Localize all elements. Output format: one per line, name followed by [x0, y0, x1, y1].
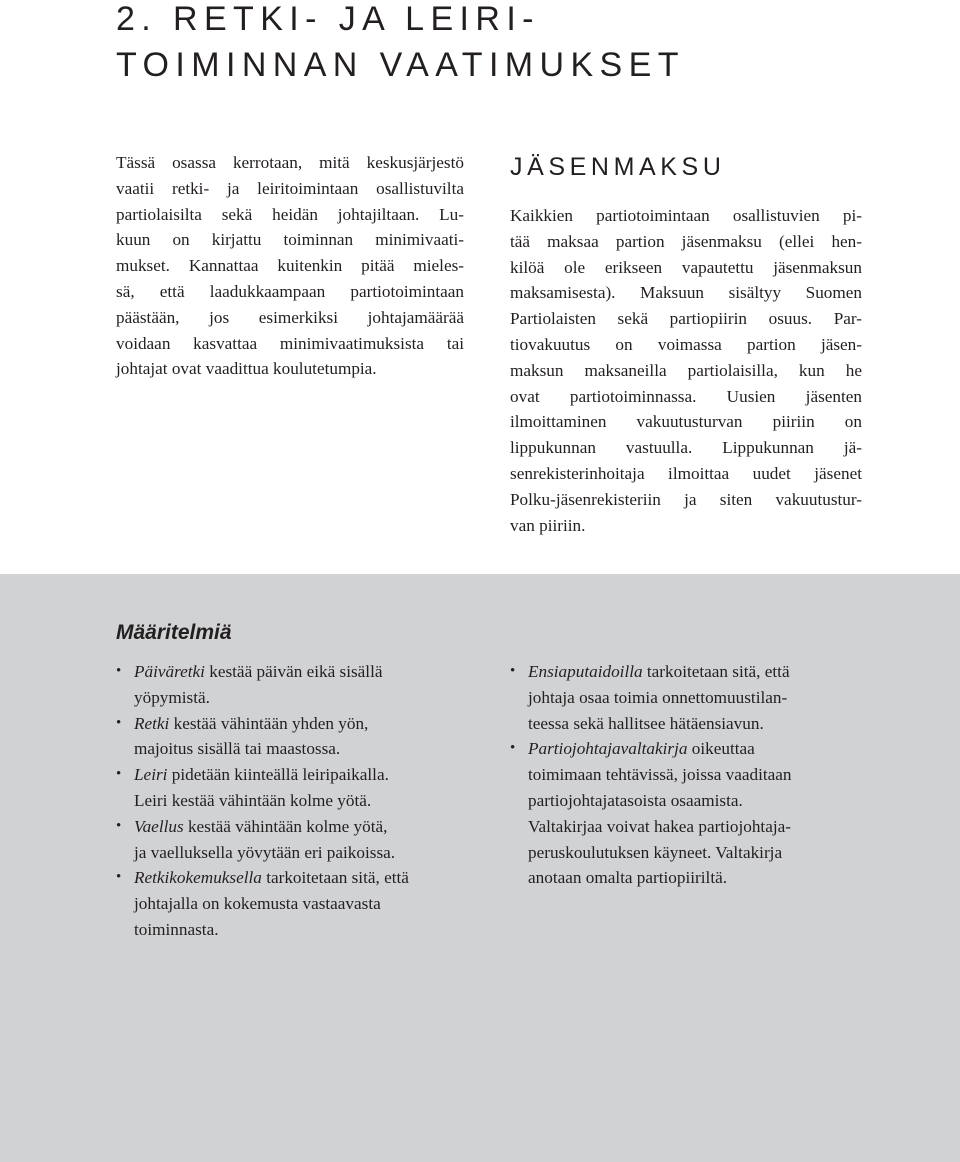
bullet-icon: •: [116, 766, 122, 783]
definition-line: majoitus sisällä tai maastossa.: [134, 739, 341, 759]
definition-text: kestää vähintään kolme yötä,: [183, 816, 388, 836]
definition-line: Valtakirjaa voivat hakea partiojohtaja-: [528, 816, 791, 836]
definition-line: ja vaelluksella yövytään eri paikoissa.: [134, 842, 396, 862]
bullet-icon: •: [116, 817, 122, 834]
intro-line: mukset. Kannattaa kuitenkin pitää mieles-: [116, 256, 464, 276]
page-heading-line-1: 2. RETKI- JA LEIRI-: [116, 0, 540, 38]
definition-text: kestää päivän eikä sisällä: [204, 662, 383, 681]
definition-line: anotaan omalta partiopiiriltä.: [528, 868, 728, 888]
definition-item: [116, 762, 476, 814]
definitions-list-right: [510, 659, 870, 891]
intro-paragraph: [116, 150, 464, 382]
definition-item: [116, 814, 476, 866]
definitions-title: Määritelmiä: [116, 621, 232, 644]
definition-term: Ensiaputaidoilla: [528, 662, 643, 681]
membership-line: tää maksaa partion jäsenmaksu (ellei hen-: [510, 231, 862, 251]
intro-line: johtajat ovat vaadittua koulutetumpia.: [116, 359, 377, 379]
page-heading-line-2: TOIMINNAN VAATIMUKSET: [116, 46, 685, 84]
definition-item: [510, 659, 870, 736]
definition-line: peruskoulutuksen käyneet. Valtakirja: [528, 842, 783, 862]
intro-line: kuun on kirjattu toiminnan minimivaati-: [116, 230, 464, 250]
membership-line: van piiriin.: [510, 515, 586, 535]
definition-item: [116, 865, 476, 942]
definition-line: [134, 814, 476, 840]
definition-item: [510, 736, 870, 891]
definition-term: Retki: [134, 713, 170, 733]
definition-line: [528, 659, 870, 685]
membership-line: ilmoittaminen vakuutusturvan piiriin on: [510, 412, 862, 432]
definition-item: [116, 659, 476, 711]
membership-line: tiovakuutus on voimassa partion jäsen-: [510, 334, 862, 354]
membership-line: maksun maksaneilla partiolaisilla, kun he: [510, 360, 862, 380]
definition-term: Retkikokemuksella: [134, 868, 262, 888]
intro-line: partiolaisilta sekä heidän johtajiltaan. Lu-: [116, 204, 464, 224]
intro-line: Tässä osassa kerrotaan, mitä keskusjärjestö: [116, 153, 464, 172]
definition-line: [134, 711, 476, 737]
definition-text: pidetään kiinteällä leiripaikalla.: [167, 765, 389, 785]
membership-line: maksamisesta). Maksuun sisältyy Suomen: [510, 283, 862, 303]
definition-term: Päiväretki: [134, 662, 205, 681]
definition-line: partiojohtajatasoista osaamista.: [528, 790, 743, 810]
definition-line: johtaja osaa toimia onnettomuustilan-: [528, 687, 788, 707]
definition-line: Leiri kestää vähintään kolme yötä.: [134, 790, 372, 810]
definition-term: Vaellus: [134, 816, 184, 836]
intro-line: päästään, jos esimerkiksi johtajamäärää: [116, 307, 464, 327]
bullet-icon: •: [116, 869, 122, 886]
membership-line: ovat partiotoiminnassa. Uusien jäsenten: [510, 386, 862, 406]
definition-text: tarkoitetaan sitä, että: [642, 662, 790, 681]
bullet-icon: •: [116, 663, 122, 679]
bullet-icon: •: [116, 714, 122, 731]
membership-paragraph: [510, 203, 862, 538]
membership-line: kilöä ole erikseen vapautettu jäsenmaksun: [510, 257, 862, 277]
definition-line: johtajalla on kokemusta vastaavasta: [134, 894, 381, 914]
membership-line: Partiolaisten sekä partiopiirin osuus. Par-: [510, 309, 862, 329]
intro-line: voidaan kasvattaa minimivaatimuksista tai: [116, 333, 464, 353]
definition-line: toiminnasta.: [134, 919, 219, 939]
definition-item: [116, 711, 476, 763]
definition-term: Leiri: [134, 765, 168, 785]
definition-term: Partiojohtajavaltakirja: [528, 739, 688, 759]
definition-text: kestää vähintään yhden yön,: [169, 713, 369, 733]
membership-line: Kaikkien partiotoimintaan osallistuvien pi-: [510, 206, 862, 225]
definition-line: [528, 736, 870, 762]
membership-line: senrekisterinhoitaja ilmoittaa uudet jäsenet: [510, 463, 862, 483]
definition-text: oikeuttaa: [687, 739, 755, 759]
definition-line: toimimaan tehtävissä, joissa vaaditaan: [528, 765, 792, 785]
definition-line: [134, 865, 476, 891]
intro-line: sä, että laadukkaampaan partiotoimintaan: [116, 281, 464, 301]
membership-line: Polku-jäsenrekisteriin ja siten vakuutustur-: [510, 489, 862, 509]
definition-line: [134, 659, 476, 685]
intro-line: vaatii retki- ja leiritoimintaan osallistuvilta: [116, 178, 464, 198]
definitions-list-left: [116, 659, 476, 943]
bullet-icon: •: [510, 740, 516, 757]
definition-text: tarkoitetaan sitä, että: [261, 868, 409, 888]
membership-line: lippukunnan vastuulla. Lippukunnan jä-: [510, 438, 862, 458]
definition-line: yöpymistä.: [134, 687, 210, 707]
bullet-icon: •: [510, 663, 516, 679]
definition-line: [134, 762, 476, 788]
membership-section-title: JÄSENMAKSU: [510, 153, 726, 181]
definition-line: teessa sekä hallitsee hätäensiavun.: [528, 713, 764, 733]
